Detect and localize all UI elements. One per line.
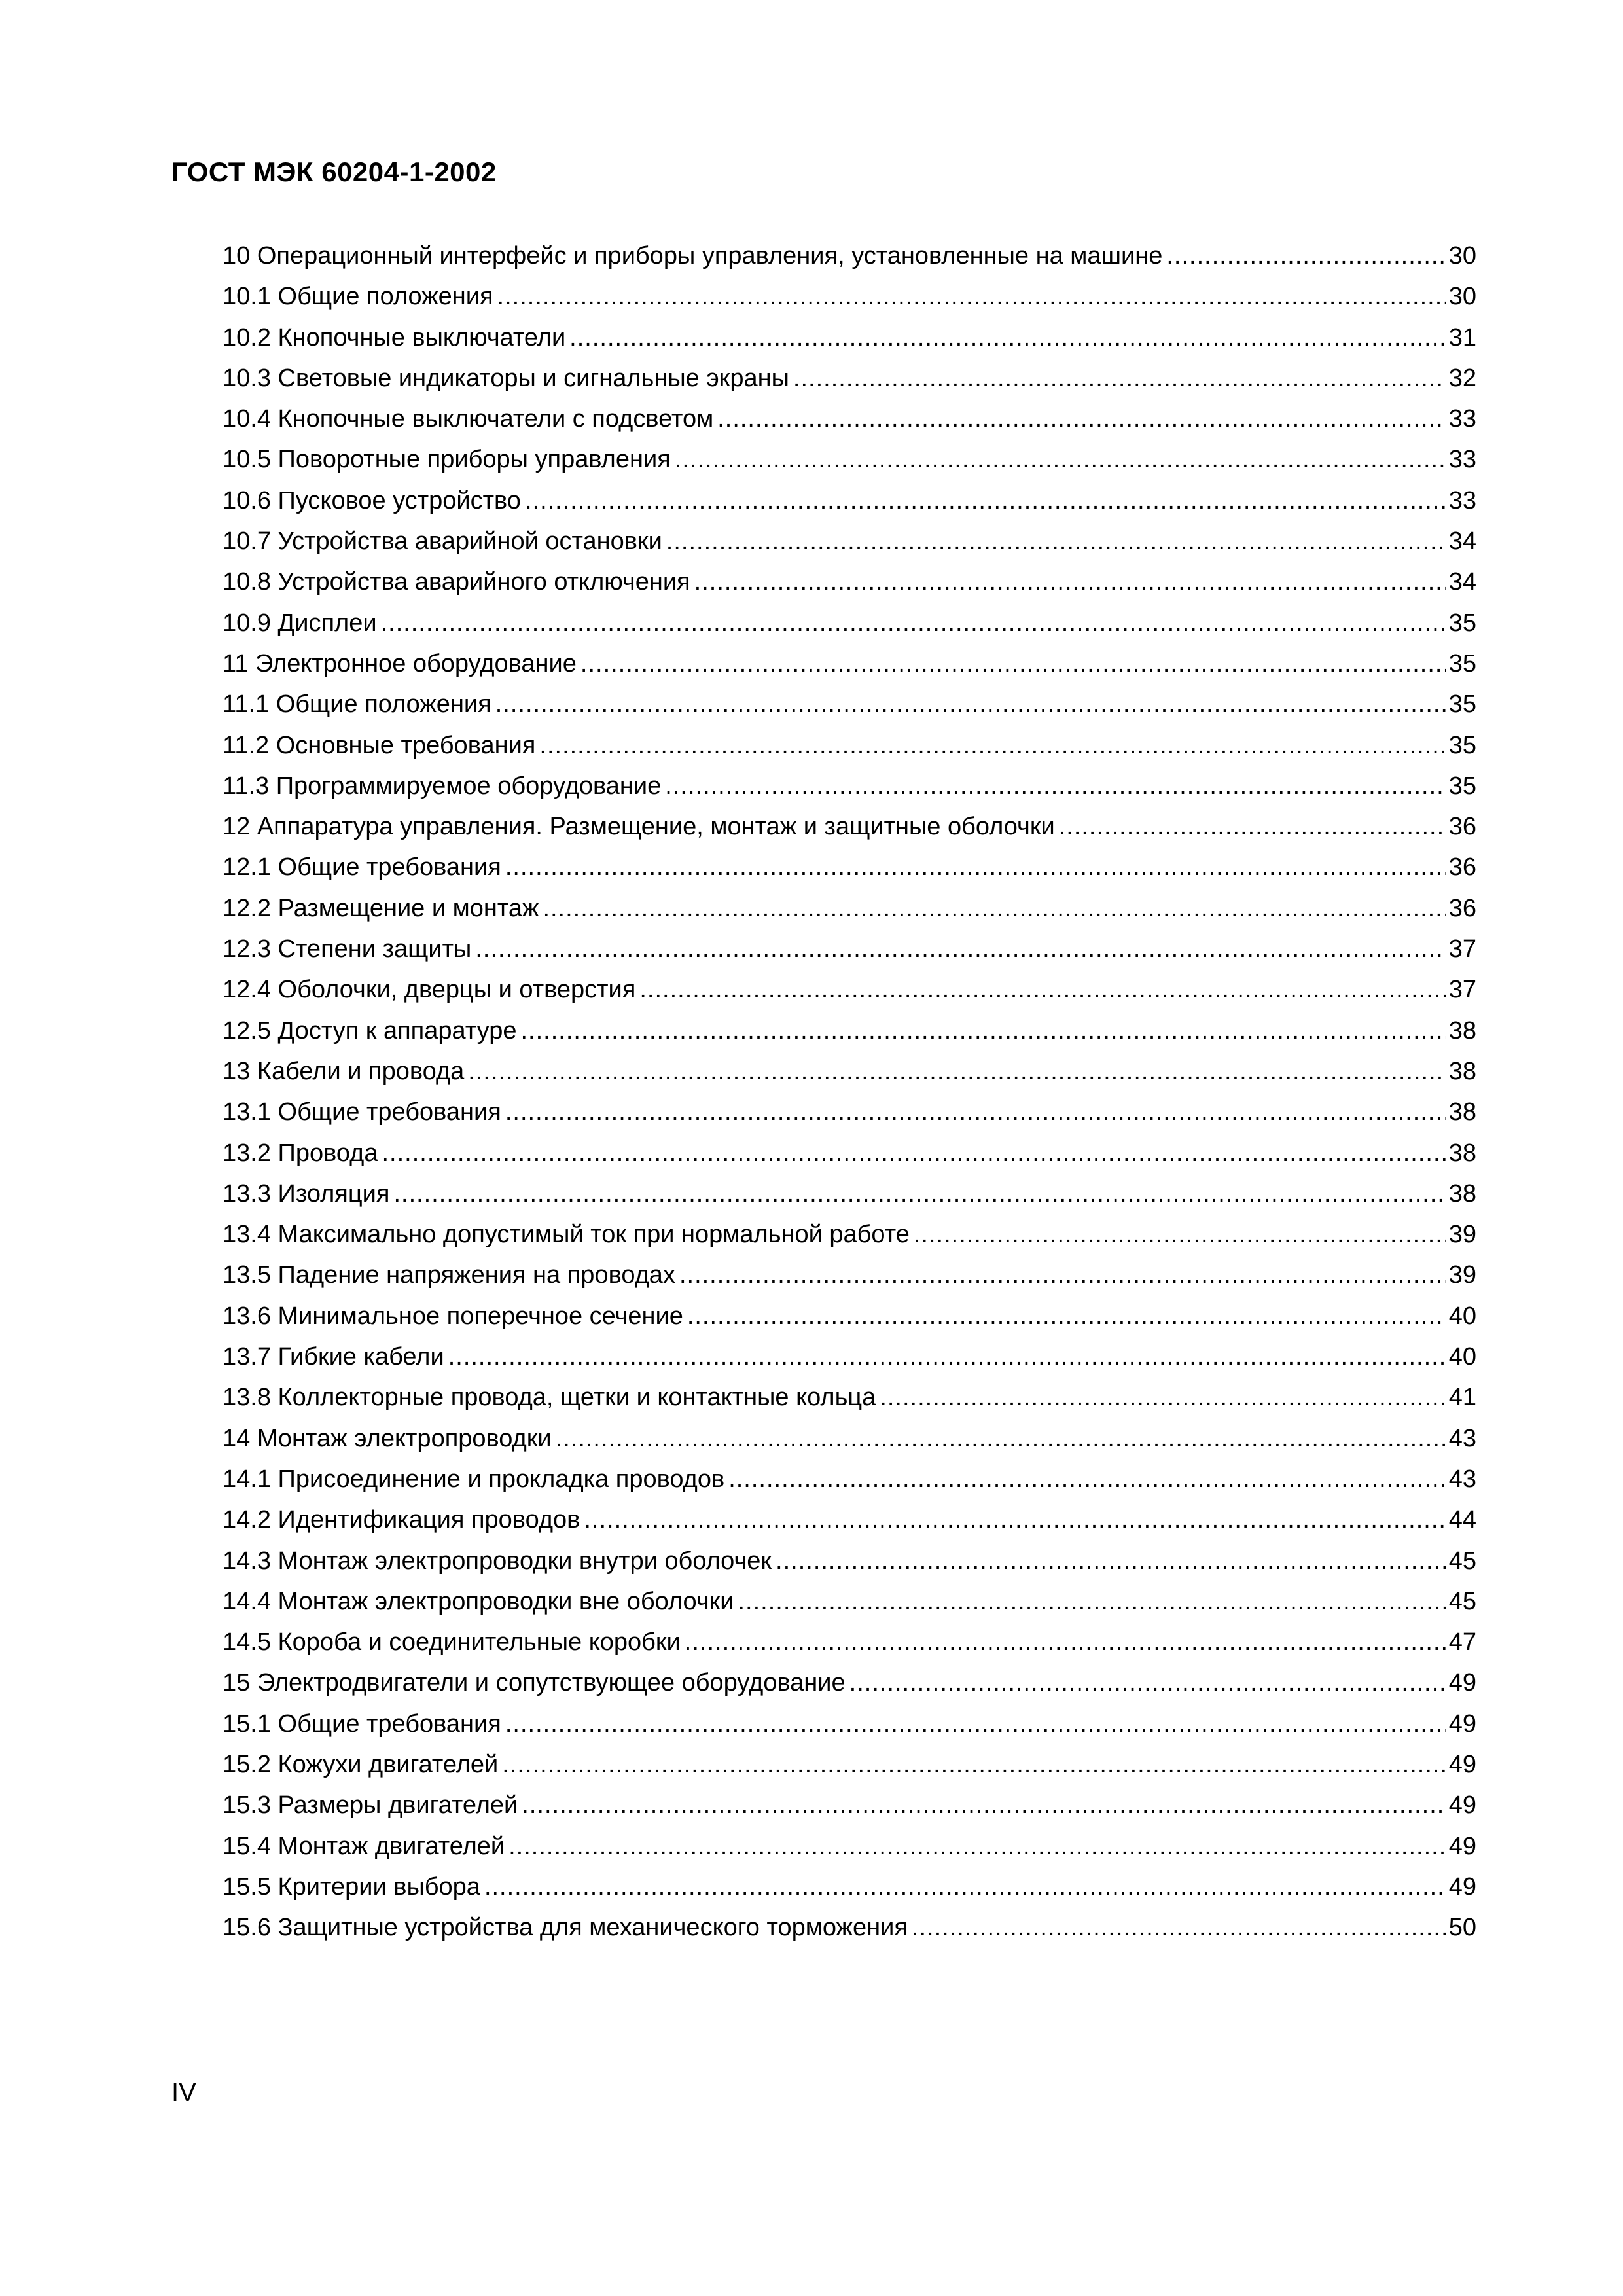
toc-entry[interactable]	[223, 1744, 1476, 1785]
toc-dot-leader	[584, 1499, 1446, 1540]
toc-entry[interactable]	[223, 888, 1476, 929]
toc-entry-title: 15.3 Размеры двигателей	[223, 1791, 518, 1820]
toc-entry-page: 50	[1448, 1914, 1476, 1942]
toc-entry-title: 10.6 Пусковое устройство	[223, 486, 521, 514]
toc-entry-title: 11.2 Основные требования	[223, 731, 536, 759]
toc-entry[interactable]	[223, 521, 1476, 562]
toc-entry-title: 12.4 Оболочки, дверцы и отверстия	[223, 976, 636, 1004]
toc-entry-page: 39	[1448, 1261, 1476, 1289]
toc-entry[interactable]	[223, 1418, 1476, 1459]
toc-dot-leader	[505, 1704, 1446, 1744]
toc-dot-leader	[694, 562, 1446, 602]
toc-entry-page: 35	[1448, 772, 1476, 800]
toc-dot-leader	[687, 1296, 1446, 1336]
toc-entry-page: 43	[1448, 1465, 1476, 1493]
toc-entry-title: 13.8 Коллекторные провода, щетки и контактные кольца	[223, 1384, 876, 1412]
toc-dot-leader	[508, 1826, 1446, 1867]
toc-entry-title: 10.2 Кнопочные выключатели	[223, 323, 566, 351]
toc-dot-leader	[502, 1744, 1446, 1785]
toc-entry-title: 14 Монтаж электропроводки	[223, 1424, 552, 1452]
toc-entry[interactable]	[223, 603, 1476, 643]
toc-entry-page: 49	[1448, 1669, 1476, 1697]
toc-entry-page: 44	[1448, 1506, 1476, 1534]
toc-entry[interactable]	[223, 276, 1476, 317]
toc-entry-page: 33	[1448, 446, 1476, 474]
toc-entry-title: 14.4 Монтаж электропроводки вне оболочки	[223, 1587, 734, 1615]
toc-entry[interactable]	[223, 684, 1476, 725]
toc-entry-title: 11.3 Программируемое оборудование	[223, 772, 662, 800]
toc-entry-title: 13.1 Общие требования	[223, 1098, 501, 1126]
toc-entry-page: 45	[1448, 1587, 1476, 1615]
toc-entry-page: 34	[1448, 568, 1476, 596]
toc-entry[interactable]	[223, 1174, 1476, 1214]
toc-entry-page: 33	[1448, 486, 1476, 514]
toc-entry[interactable]	[223, 399, 1476, 439]
toc-entry-page: 49	[1448, 1832, 1476, 1860]
toc-entry-page: 41	[1448, 1384, 1476, 1412]
toc-entry-page: 35	[1448, 649, 1476, 677]
toc-entry[interactable]	[223, 1499, 1476, 1540]
toc-entry[interactable]	[223, 480, 1476, 521]
toc-entry-title: 13.6 Минимальное поперечное сечение	[223, 1302, 683, 1330]
toc-entry-page: 37	[1448, 976, 1476, 1004]
toc-entry-page: 49	[1448, 1750, 1476, 1778]
toc-entry-page: 38	[1448, 1016, 1476, 1045]
toc-entry-page: 38	[1448, 1139, 1476, 1167]
toc-entry-title: 10.7 Устройства аварийной остановки	[223, 528, 662, 556]
toc-entry[interactable]	[223, 1051, 1476, 1092]
toc-entry-title: 15.2 Кожухи двигателей	[223, 1750, 499, 1778]
table-of-contents	[223, 236, 1476, 1948]
toc-entry-title: 13.2 Провода	[223, 1139, 378, 1167]
toc-dot-leader	[1166, 236, 1446, 276]
toc-dot-leader	[793, 358, 1446, 399]
toc-entry-title: 12.5 Доступ к аппаратуре	[223, 1016, 517, 1045]
toc-dot-leader	[393, 1174, 1446, 1214]
toc-entry-title: 10.9 Дисплеи	[223, 609, 377, 637]
toc-entry-title: 13.3 Изоляция	[223, 1179, 390, 1208]
toc-entry[interactable]	[223, 806, 1476, 847]
toc-entry-page: 38	[1448, 1098, 1476, 1126]
toc-dot-leader	[912, 1907, 1446, 1948]
toc-entry[interactable]	[223, 1785, 1476, 1825]
toc-dot-leader	[468, 1051, 1446, 1092]
toc-entry[interactable]	[223, 1541, 1476, 1581]
toc-entry[interactable]	[223, 1704, 1476, 1744]
toc-entry-page: 49	[1448, 1710, 1476, 1738]
toc-dot-leader	[1059, 806, 1446, 847]
toc-dot-leader	[639, 969, 1446, 1010]
toc-dot-leader	[914, 1214, 1446, 1255]
toc-entry-page: 35	[1448, 691, 1476, 719]
toc-dot-leader	[475, 929, 1446, 969]
toc-entry-title: 13 Кабели и провода	[223, 1057, 465, 1085]
toc-entry[interactable]	[223, 1133, 1476, 1174]
toc-dot-leader	[539, 725, 1446, 766]
toc-dot-leader	[880, 1377, 1446, 1418]
toc-entry-title: 15.1 Общие требования	[223, 1710, 501, 1738]
toc-entry[interactable]	[223, 1255, 1476, 1295]
toc-entry[interactable]	[223, 1662, 1476, 1703]
toc-entry-page: 37	[1448, 935, 1476, 963]
toc-entry-title: 15.5 Критерии выбора	[223, 1873, 480, 1901]
toc-entry-title: 12.3 Степени защиты	[223, 935, 472, 963]
toc-dot-leader	[569, 317, 1446, 358]
page-number: IV	[171, 2078, 196, 2107]
toc-entry-page: 47	[1448, 1628, 1476, 1657]
toc-entry-page: 40	[1448, 1302, 1476, 1330]
toc-dot-leader	[728, 1459, 1446, 1499]
toc-entry-page: 36	[1448, 813, 1476, 841]
toc-entry-title: 12.1 Общие требования	[223, 853, 501, 882]
toc-entry-page: 35	[1448, 609, 1476, 637]
toc-entry-page: 32	[1448, 364, 1476, 392]
toc-entry[interactable]	[223, 1459, 1476, 1499]
toc-dot-leader	[505, 1092, 1446, 1132]
toc-dot-leader	[685, 1622, 1446, 1662]
toc-entry-title: 14.1 Присоединение и прокладка проводов	[223, 1465, 725, 1493]
toc-entry[interactable]	[223, 766, 1476, 806]
toc-dot-leader	[497, 276, 1446, 317]
toc-entry-title: 10.1 Общие положения	[223, 283, 493, 311]
toc-entry[interactable]	[223, 1622, 1476, 1662]
toc-entry-title: 10.5 Поворотные приборы управления	[223, 446, 671, 474]
toc-entry-title: 13.5 Падение напряжения на проводах	[223, 1261, 675, 1289]
toc-entry[interactable]	[223, 1581, 1476, 1622]
toc-dot-leader	[381, 603, 1446, 643]
toc-dot-leader	[665, 766, 1446, 806]
document-header: ГОСТ МЭК 60204-1-2002	[171, 156, 497, 187]
toc-dot-leader	[849, 1662, 1446, 1703]
toc-entry-title: 15.4 Монтаж двигателей	[223, 1832, 505, 1860]
toc-entry[interactable]	[223, 236, 1476, 276]
toc-entry[interactable]	[223, 847, 1476, 888]
toc-entry[interactable]	[223, 643, 1476, 684]
toc-entry[interactable]	[223, 358, 1476, 399]
toc-dot-leader	[738, 1581, 1446, 1622]
toc-entry-page: 49	[1448, 1791, 1476, 1820]
toc-dot-leader	[382, 1133, 1446, 1174]
toc-entry[interactable]	[223, 969, 1476, 1010]
toc-entry[interactable]	[223, 562, 1476, 602]
toc-dot-leader	[484, 1867, 1446, 1907]
toc-dot-leader	[776, 1541, 1446, 1581]
toc-entry[interactable]	[223, 1826, 1476, 1867]
toc-entry-page: 40	[1448, 1343, 1476, 1371]
toc-entry[interactable]	[223, 1907, 1476, 1948]
toc-entry[interactable]	[223, 1296, 1476, 1336]
toc-dot-leader	[495, 684, 1446, 725]
toc-entry-title: 12 Аппаратура управления. Размещение, монтаж и защитные оболочки	[223, 813, 1055, 841]
toc-entry[interactable]	[223, 1377, 1476, 1418]
toc-entry-page: 38	[1448, 1057, 1476, 1085]
toc-entry-title: 11 Электронное оборудование	[223, 649, 577, 677]
toc-dot-leader	[505, 847, 1446, 888]
toc-entry-title: 10 Операционный интерфейс и приборы управления, установленные на машине	[223, 242, 1163, 270]
toc-entry-page: 31	[1448, 323, 1476, 351]
toc-entry-title: 13.7 Гибкие кабели	[223, 1343, 444, 1371]
toc-dot-leader	[556, 1418, 1446, 1459]
toc-dot-leader	[522, 1785, 1446, 1825]
toc-entry-title: 15.6 Защитные устройства для механического торможения	[223, 1914, 908, 1942]
toc-entry[interactable]	[223, 1214, 1476, 1255]
toc-entry-page: 35	[1448, 731, 1476, 759]
toc-dot-leader	[675, 439, 1446, 480]
toc-dot-leader	[525, 480, 1446, 521]
toc-entry-page: 36	[1448, 894, 1476, 922]
toc-entry-page: 39	[1448, 1221, 1476, 1249]
toc-entry[interactable]	[223, 1336, 1476, 1377]
toc-entry-title: 14.3 Монтаж электропроводки внутри оболочек	[223, 1547, 772, 1575]
toc-entry-title: 10.3 Световые индикаторы и сигнальные экраны	[223, 364, 789, 392]
toc-entry-page: 43	[1448, 1424, 1476, 1452]
toc-entry[interactable]	[223, 725, 1476, 766]
toc-entry[interactable]	[223, 317, 1476, 358]
toc-entry-title: 11.1 Общие положения	[223, 691, 491, 719]
toc-entry-title: 12.2 Размещение и монтаж	[223, 894, 539, 922]
toc-entry-page: 45	[1448, 1547, 1476, 1575]
toc-dot-leader	[666, 521, 1446, 562]
toc-dot-leader	[580, 643, 1446, 684]
toc-dot-leader	[521, 1011, 1446, 1051]
toc-entry-page: 34	[1448, 528, 1476, 556]
toc-entry-page: 30	[1448, 283, 1476, 311]
toc-entry-title: 13.4 Максимально допустимый ток при нормальной работе	[223, 1221, 910, 1249]
toc-entry-title: 10.8 Устройства аварийного отключения	[223, 568, 690, 596]
toc-entry-title: 14.5 Короба и соединительные коробки	[223, 1628, 681, 1657]
toc-entry[interactable]	[223, 1092, 1476, 1132]
toc-entry-page: 33	[1448, 405, 1476, 433]
toc-entry-title: 10.4 Кнопочные выключатели с подсветом	[223, 405, 714, 433]
toc-entry[interactable]	[223, 439, 1476, 480]
toc-entry-page: 36	[1448, 853, 1476, 882]
toc-entry[interactable]	[223, 1867, 1476, 1907]
toc-entry[interactable]	[223, 1011, 1476, 1051]
toc-entry-title: 15 Электродвигатели и сопутствующее оборудование	[223, 1669, 846, 1697]
toc-entry-page: 38	[1448, 1179, 1476, 1208]
toc-entry-page: 30	[1448, 242, 1476, 270]
toc-entry-page: 49	[1448, 1873, 1476, 1901]
toc-entry[interactable]	[223, 929, 1476, 969]
toc-dot-leader	[679, 1255, 1446, 1295]
toc-dot-leader	[717, 399, 1446, 439]
toc-dot-leader	[543, 888, 1446, 929]
toc-dot-leader	[448, 1336, 1446, 1377]
toc-entry-title: 14.2 Идентификация проводов	[223, 1506, 580, 1534]
